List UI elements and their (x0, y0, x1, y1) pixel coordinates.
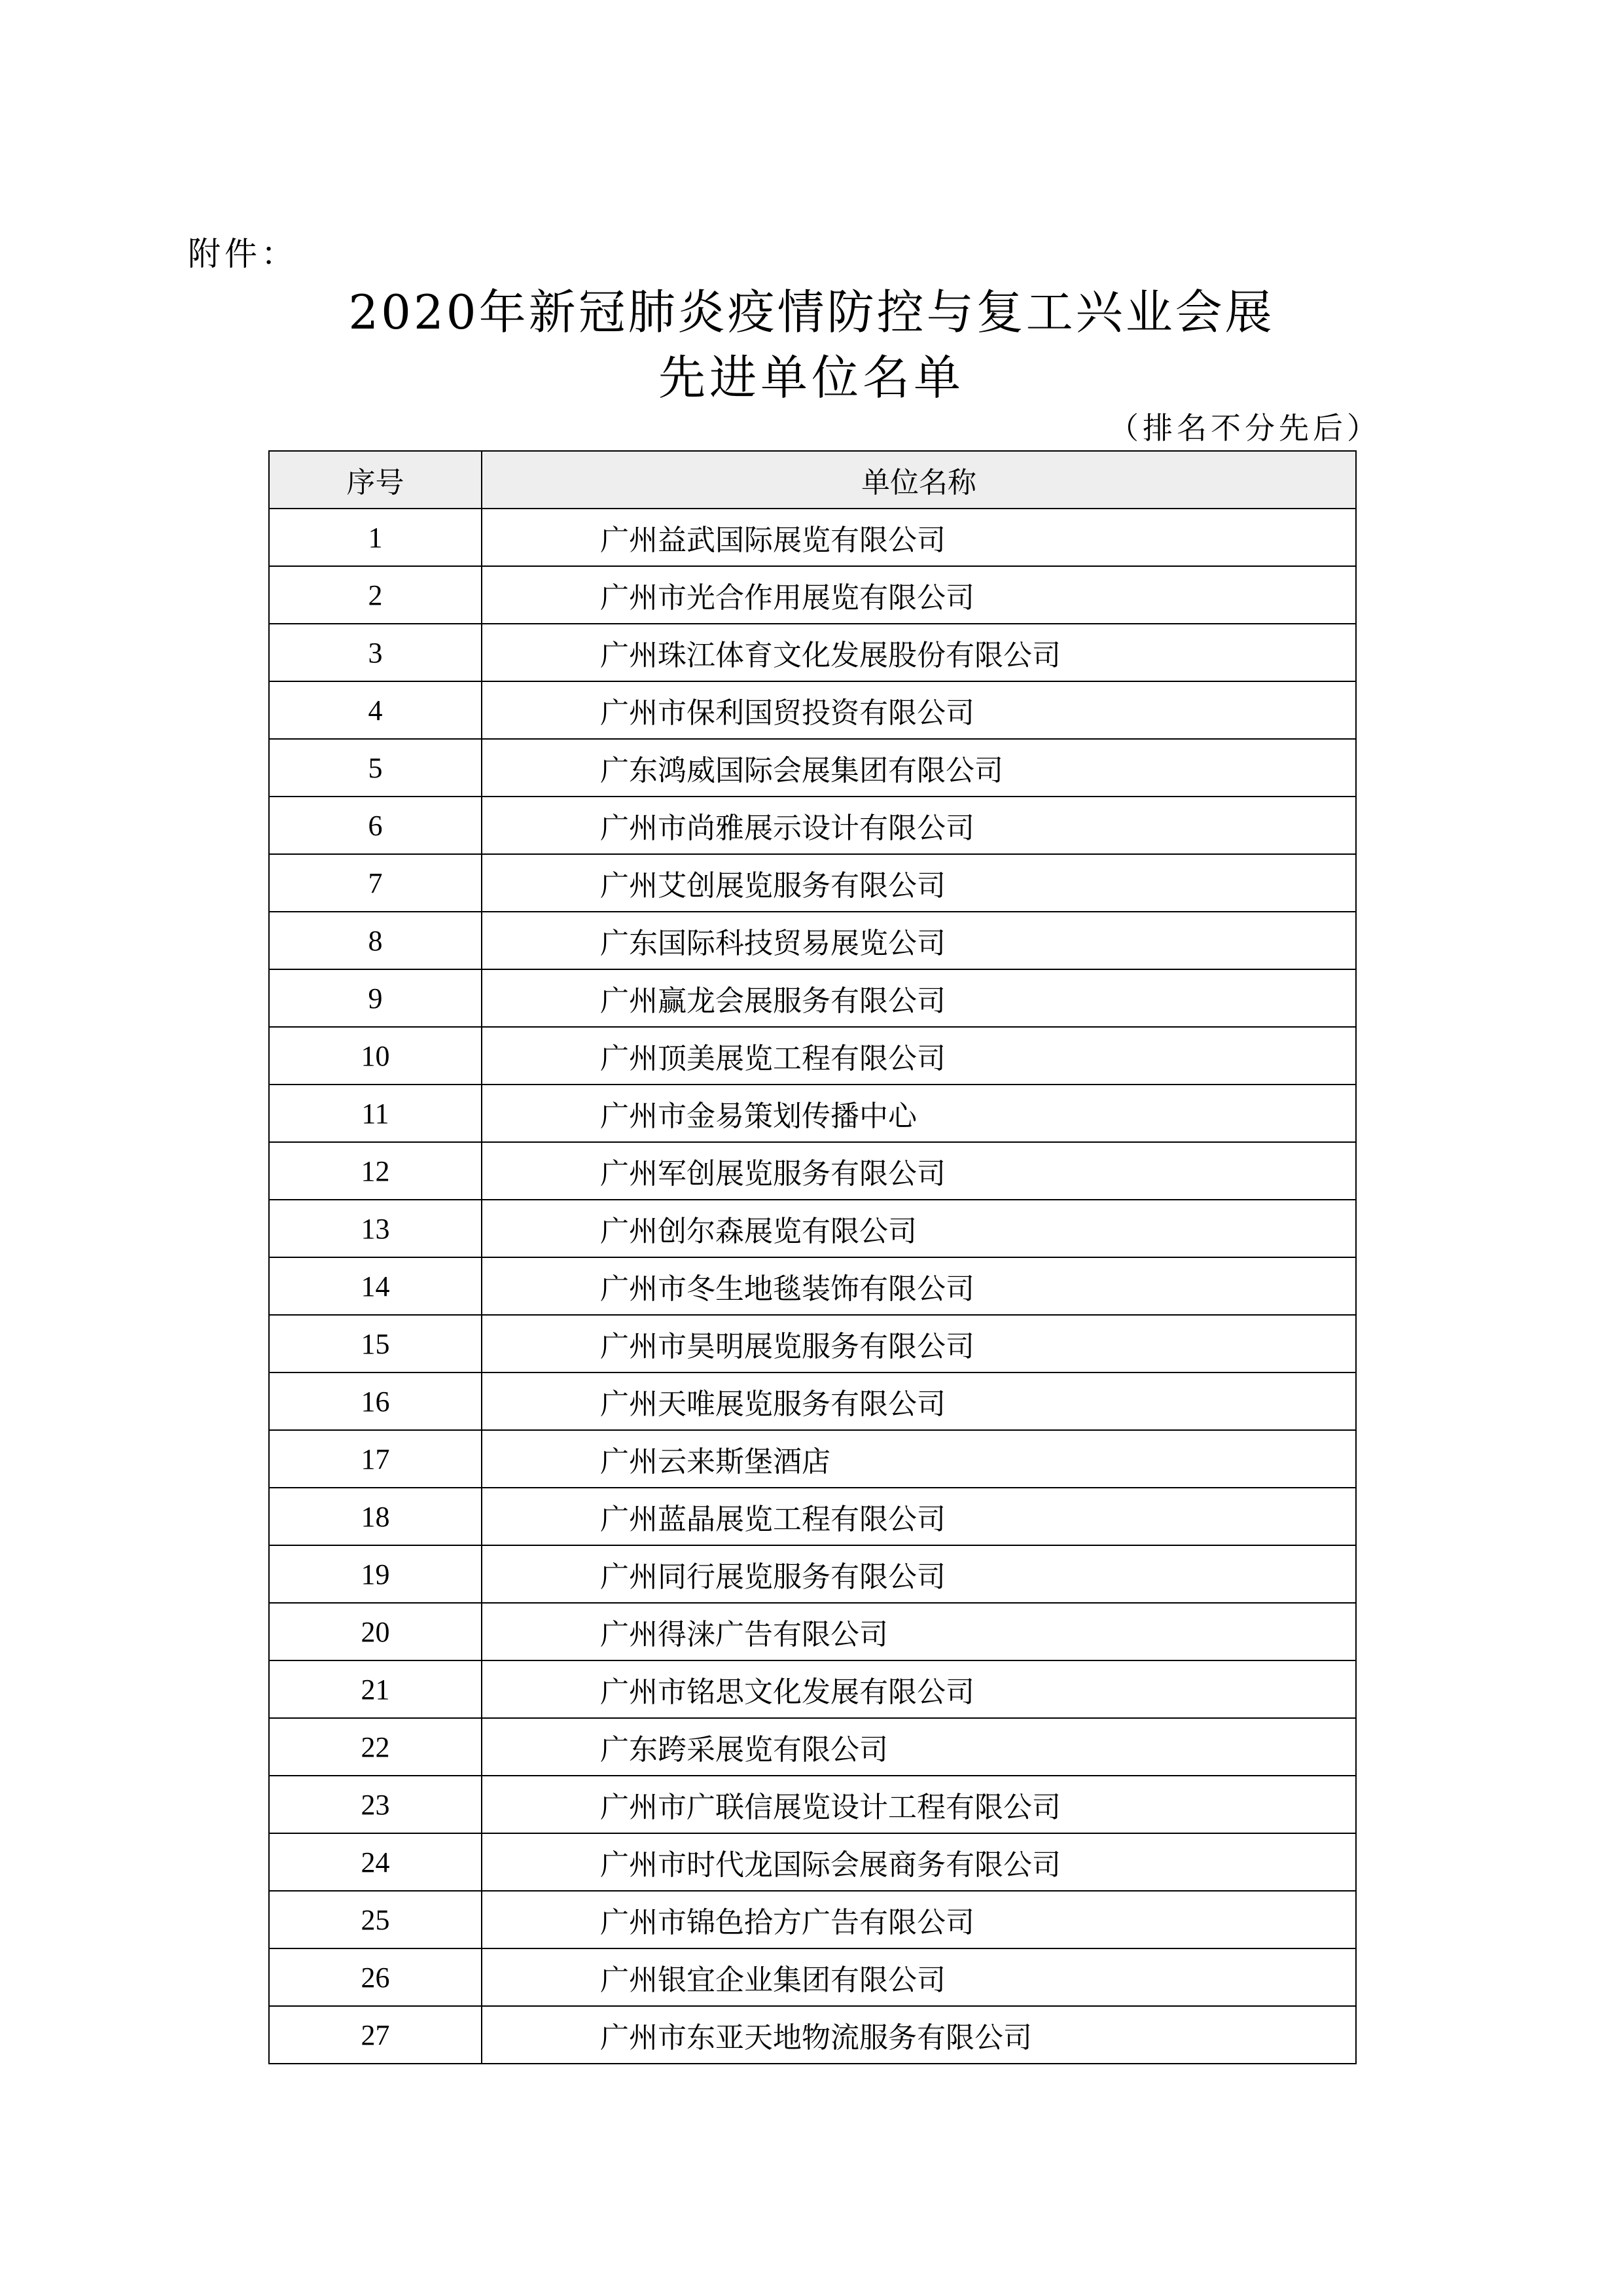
row-unit-name: 广州蓝晶展览工程有限公司 (482, 1488, 1356, 1545)
document-title-line-1: 2020年新冠肺炎疫情防控与复工兴业会展 (348, 285, 1275, 340)
row-index: 8 (269, 912, 482, 969)
row-index: 3 (269, 624, 482, 681)
row-index: 27 (269, 2006, 482, 2064)
row-index: 14 (269, 1257, 482, 1315)
row-index: 6 (269, 797, 482, 854)
row-unit-name: 广东跨采展览有限公司 (482, 1718, 1356, 1776)
table-row (269, 797, 1356, 854)
row-unit-name: 广州创尔森展览有限公司 (482, 1200, 1356, 1257)
row-unit-name: 广州市广联信展览设计工程有限公司 (482, 1776, 1356, 1833)
row-index: 21 (269, 1660, 482, 1718)
table-row (269, 1948, 1356, 2006)
row-index: 1 (269, 509, 482, 566)
table-row (269, 1142, 1356, 1200)
row-index: 16 (269, 1372, 482, 1430)
table-row (269, 1027, 1356, 1085)
row-index: 19 (269, 1545, 482, 1603)
row-index: 2 (269, 566, 482, 624)
row-index: 11 (269, 1085, 482, 1142)
row-unit-name: 广州市锦色拾方广告有限公司 (482, 1891, 1356, 1948)
table-row (269, 1833, 1356, 1891)
row-index: 15 (269, 1315, 482, 1372)
row-index: 4 (269, 681, 482, 739)
ranking-note: （排名不分先后） (1109, 410, 1381, 446)
table-row (269, 566, 1356, 624)
table-row (269, 2006, 1356, 2064)
header-index: 序号 (269, 451, 482, 509)
table-row (269, 1430, 1356, 1488)
table-row (269, 1372, 1356, 1430)
table-row (269, 1257, 1356, 1315)
row-index: 25 (269, 1891, 482, 1948)
row-unit-name: 广州市金易策划传播中心 (482, 1085, 1356, 1142)
table-row (269, 624, 1356, 681)
table-row (269, 1545, 1356, 1603)
row-index: 20 (269, 1603, 482, 1660)
row-index: 5 (269, 739, 482, 797)
row-index: 22 (269, 1718, 482, 1776)
table-row (269, 854, 1356, 912)
row-unit-name: 广州市时代龙国际会展商务有限公司 (482, 1833, 1356, 1891)
table-row (269, 1085, 1356, 1142)
table-row (269, 509, 1356, 566)
attachment-label: 附件： (188, 235, 298, 273)
row-index: 24 (269, 1833, 482, 1891)
table-row (269, 912, 1356, 969)
row-unit-name: 广州云来斯堡酒店 (482, 1430, 1356, 1488)
row-unit-name: 广州赢龙会展服务有限公司 (482, 969, 1356, 1027)
table-row (269, 1315, 1356, 1372)
table-row (269, 1776, 1356, 1833)
row-unit-name: 广州珠江体育文化发展股份有限公司 (482, 624, 1356, 681)
row-index: 10 (269, 1027, 482, 1085)
row-unit-name: 广州市冬生地毯装饰有限公司 (482, 1257, 1356, 1315)
table-row (269, 739, 1356, 797)
row-index: 13 (269, 1200, 482, 1257)
row-unit-name: 广州得涞广告有限公司 (482, 1603, 1356, 1660)
row-unit-name: 广州同行展览服务有限公司 (482, 1545, 1356, 1603)
row-unit-name: 广州天唯展览服务有限公司 (482, 1372, 1356, 1430)
row-unit-name: 广州市铭思文化发展有限公司 (482, 1660, 1356, 1718)
row-index: 17 (269, 1430, 482, 1488)
row-index: 26 (269, 1948, 482, 2006)
table-row (269, 1660, 1356, 1718)
table-row (269, 1200, 1356, 1257)
row-unit-name: 广东国际科技贸易展览公司 (482, 912, 1356, 969)
row-unit-name: 广州市东亚天地物流服务有限公司 (482, 2006, 1356, 2064)
table-row (269, 1891, 1356, 1948)
table-row (269, 969, 1356, 1027)
row-unit-name: 广州艾创展览服务有限公司 (482, 854, 1356, 912)
row-index: 18 (269, 1488, 482, 1545)
row-unit-name: 广州市保利国贸投资有限公司 (482, 681, 1356, 739)
row-unit-name: 广州市尚雅展示设计有限公司 (482, 797, 1356, 854)
unit-list-table (268, 450, 1357, 2064)
row-index: 23 (269, 1776, 482, 1833)
row-index: 9 (269, 969, 482, 1027)
row-unit-name: 广东鸿威国际会展集团有限公司 (482, 739, 1356, 797)
row-unit-name: 广州军创展览服务有限公司 (482, 1142, 1356, 1200)
row-unit-name: 广州市昊明展览服务有限公司 (482, 1315, 1356, 1372)
document-title-line-2: 先进单位名单 (658, 350, 965, 405)
table-row (269, 1488, 1356, 1545)
row-unit-name: 广州银宜企业集团有限公司 (482, 1948, 1356, 2006)
table-row (269, 681, 1356, 739)
table-row (269, 1603, 1356, 1660)
header-unit-name: 单位名称 (482, 451, 1356, 509)
row-index: 7 (269, 854, 482, 912)
table-row (269, 1718, 1356, 1776)
row-index: 12 (269, 1142, 482, 1200)
table-header-row (269, 451, 1356, 509)
row-unit-name: 广州益武国际展览有限公司 (482, 509, 1356, 566)
row-unit-name: 广州顶美展览工程有限公司 (482, 1027, 1356, 1085)
row-unit-name: 广州市光合作用展览有限公司 (482, 566, 1356, 624)
